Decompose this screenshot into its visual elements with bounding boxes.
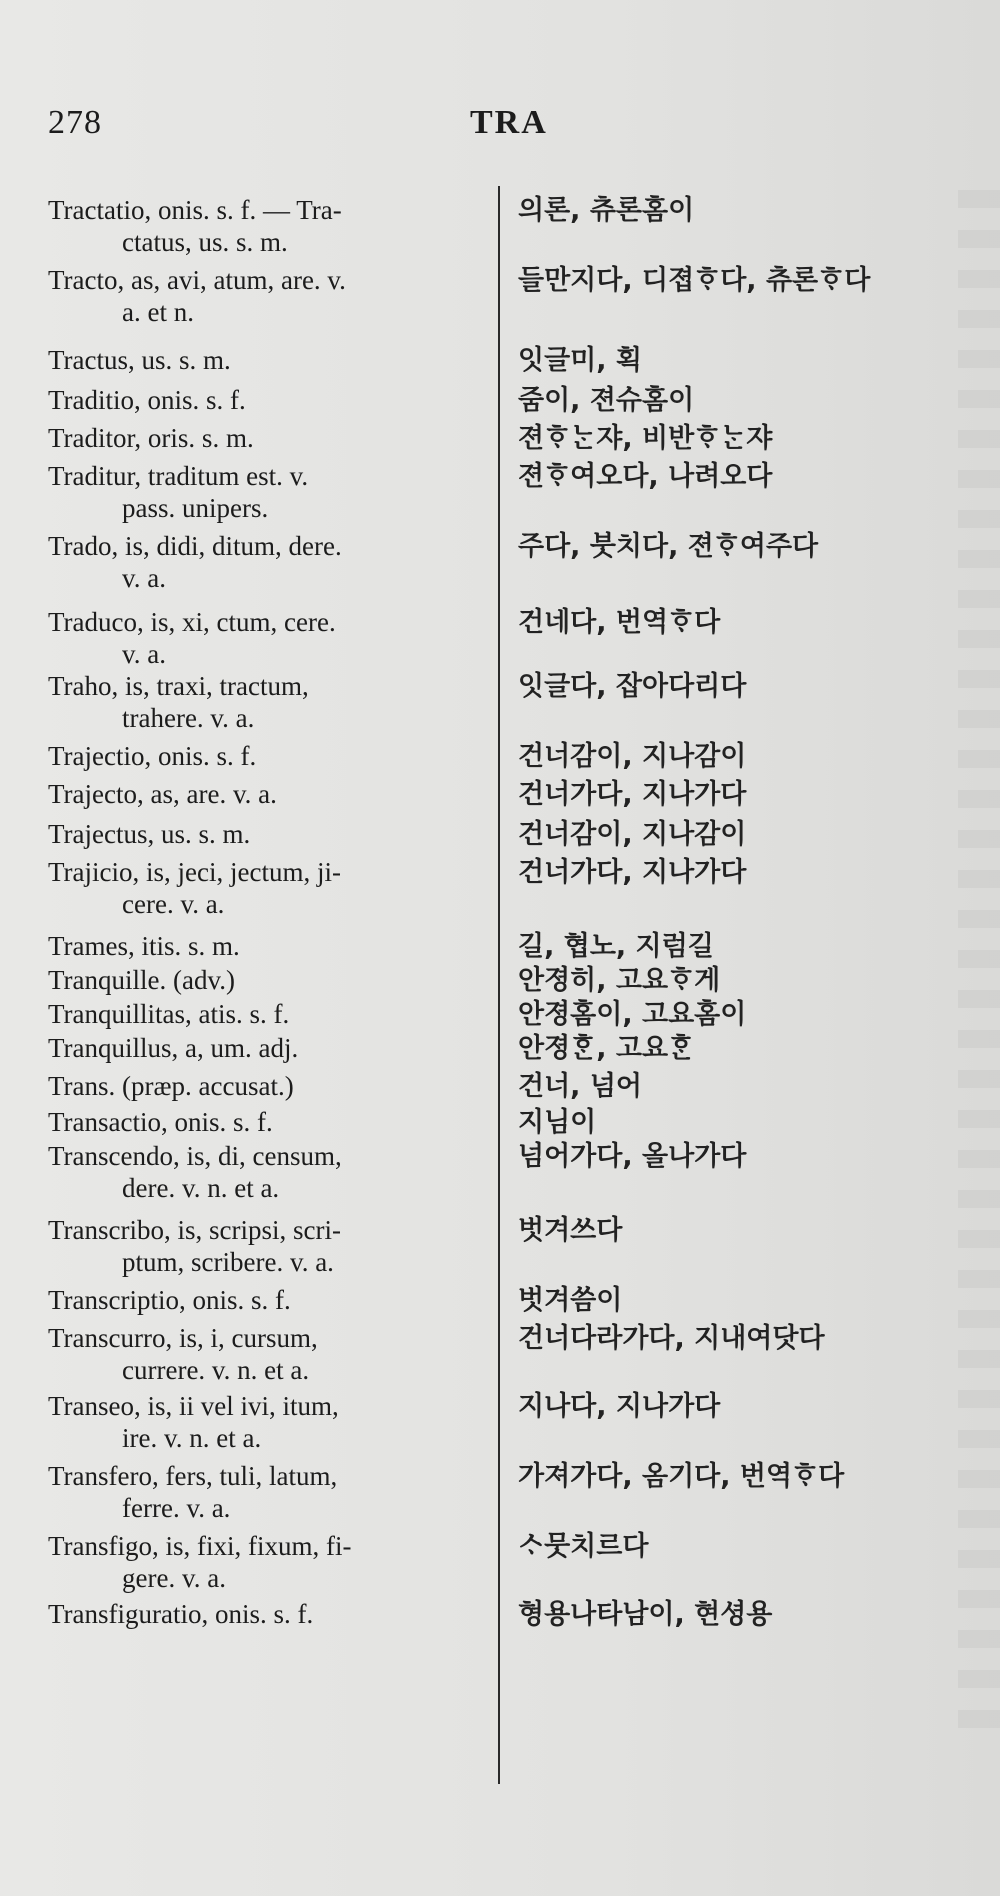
- latin-continuation: a. et n.: [122, 297, 194, 327]
- latin-headword: [48, 1140, 466, 1204]
- korean-definition: 안졍홈이, 고요홈이: [518, 999, 747, 1030]
- bleed-through-shadow: [958, 190, 1000, 1750]
- latin-headword: [48, 1284, 466, 1316]
- page-header: [0, 104, 1000, 154]
- latin-headword: [48, 1214, 466, 1278]
- latin-headword: [48, 530, 466, 594]
- korean-definition: 안졍히, 고요ᄒᆞ게: [518, 965, 721, 996]
- latin-line: Traditor, oris. s. m.: [48, 423, 254, 453]
- latin-line: Tranquillitas, atis. s. f.: [48, 999, 290, 1029]
- korean-definition: 줌이, 젼슈홈이: [518, 385, 695, 416]
- latin-headword: [48, 998, 466, 1030]
- korean-definition: 의론, 츄론홈이: [518, 195, 695, 226]
- latin-headword: [48, 1070, 466, 1102]
- latin-headword: [48, 670, 466, 734]
- korean-definition: 잇글다, 잡아다리다: [518, 671, 747, 702]
- latin-line: Transfiguratio, onis. s. f.: [48, 1599, 314, 1629]
- latin-headword: [48, 964, 466, 996]
- latin-continuation: dere. v. n. et a.: [122, 1173, 280, 1203]
- latin-line: Trajicio, is, jeci, jectum, ji-: [48, 857, 341, 887]
- korean-definition: 젼ᄒᆞᄂᆞᆫ쟈, 비반ᄒᆞᄂᆞᆫ쟈: [518, 423, 773, 454]
- latin-continuation: cere. v. a.: [122, 889, 225, 919]
- latin-continuation: gere. v. a.: [122, 1563, 226, 1593]
- korean-definition: 벗겨쓰다: [518, 1215, 623, 1246]
- latin-continuation: currere. v. n. et a.: [122, 1355, 310, 1385]
- latin-headword: [48, 384, 466, 416]
- latin-line: Tracto, as, avi, atum, are. v.: [48, 265, 346, 295]
- latin-line: Transfigo, is, fixi, fixum, fi-: [48, 1531, 352, 1561]
- korean-definition: 젼ᄒᆞ여오다, 나려오다: [518, 461, 773, 492]
- korean-definition: 지나다, 지나가다: [518, 1391, 721, 1422]
- latin-line: Tranquillus, a, um. adj.: [48, 1033, 299, 1063]
- latin-headword: [48, 818, 466, 850]
- korean-definition: 길, 협노, 지럼길: [518, 931, 714, 962]
- latin-continuation: ctatus, us. s. m.: [122, 227, 288, 257]
- korean-definition: 지님이: [518, 1107, 597, 1138]
- latin-headword: [48, 1106, 466, 1138]
- latin-continuation: v. a.: [122, 639, 166, 669]
- latin-line: Trans. (præp. accusat.): [48, 1071, 294, 1101]
- latin-headword: [48, 1390, 466, 1454]
- latin-headword: [48, 1460, 466, 1524]
- korean-definition: 주다, 붓치다, 젼ᄒᆞ여주다: [518, 531, 819, 562]
- latin-continuation: ire. v. n. et a.: [122, 1423, 262, 1453]
- latin-headword: [48, 1322, 466, 1386]
- latin-continuation: trahere. v. a.: [122, 703, 255, 733]
- korean-definition: 형용나타남이, 현셩용: [518, 1599, 773, 1630]
- latin-continuation: ptum, scribere. v. a.: [122, 1247, 334, 1277]
- korean-definition: 건네다, 번역ᄒᆞ다: [518, 607, 721, 638]
- korean-definition: 안졍ᄒᆞᆫ, 고요ᄒᆞᆫ: [518, 1033, 695, 1064]
- latin-line: Transactio, onis. s. f.: [48, 1107, 273, 1137]
- latin-line: Trajecto, as, are. v. a.: [48, 779, 277, 809]
- latin-continuation: v. a.: [122, 563, 166, 593]
- latin-line: Tranquille. (adv.): [48, 965, 235, 995]
- latin-line: Trado, is, didi, ditum, dere.: [48, 531, 342, 561]
- latin-headword: [48, 1598, 466, 1630]
- latin-line: Tractus, us. s. m.: [48, 345, 231, 375]
- latin-continuation: ferre. v. a.: [122, 1493, 231, 1523]
- latin-line: Traditur, traditum est. v.: [48, 461, 309, 491]
- latin-headword: [48, 930, 466, 962]
- korean-definition: 건너감이, 지나감이: [518, 741, 747, 772]
- latin-line: Transcribo, is, scripsi, scri-: [48, 1215, 341, 1245]
- korean-definition: 넘어가다, 올나가다: [518, 1141, 747, 1172]
- latin-line: Trames, itis. s. m.: [48, 931, 240, 961]
- latin-headword: [48, 422, 466, 454]
- latin-headword: [48, 460, 466, 524]
- latin-line: Traho, is, traxi, tractum,: [48, 671, 309, 701]
- latin-line: Traditio, onis. s. f.: [48, 385, 246, 415]
- korean-definition: 건너감이, 지나감이: [518, 819, 747, 850]
- korean-definition: 잇글미, 획: [518, 345, 642, 376]
- latin-headword: [48, 1530, 466, 1594]
- latin-line: Trajectio, onis. s. f.: [48, 741, 257, 771]
- latin-headword: [48, 606, 466, 670]
- latin-line: Transcendo, is, di, censum,: [48, 1141, 342, 1171]
- latin-headword: [48, 778, 466, 810]
- latin-line: Transeo, is, ii vel ivi, itum,: [48, 1391, 339, 1421]
- running-head: TRA: [470, 104, 548, 141]
- korean-definition: 들만지다, 디졉ᄒᆞ다, 츄론ᄒᆞ다: [518, 265, 871, 296]
- korean-definition: 건너가다, 지나가다: [518, 857, 747, 888]
- latin-headword: [48, 740, 466, 772]
- page-number: 278: [48, 104, 102, 141]
- korean-definition: 건너가다, 지나가다: [518, 779, 747, 810]
- latin-line: Transcriptio, onis. s. f.: [48, 1285, 291, 1315]
- latin-line: Tractatio, onis. s. f. — Tra-: [48, 195, 342, 225]
- column-divider: [498, 186, 500, 1784]
- korean-definition: 건너다라가다, 지내여닷다: [518, 1323, 825, 1354]
- latin-headword: [48, 344, 466, 376]
- latin-headword: [48, 194, 466, 258]
- latin-headword: [48, 264, 466, 328]
- latin-line: Transcurro, is, i, cursum,: [48, 1323, 318, 1353]
- korean-definition: 가져가다, 옴기다, 번역ᄒᆞ다: [518, 1461, 845, 1492]
- latin-line: Transfero, fers, tuli, latum,: [48, 1461, 338, 1491]
- latin-headword: [48, 1032, 466, 1064]
- latin-line: Traduco, is, xi, ctum, cere.: [48, 607, 336, 637]
- korean-definition: 건너, 넘어: [518, 1071, 642, 1102]
- korean-definition: ᄉᆞ뭇치르다: [518, 1531, 649, 1562]
- latin-headword: [48, 856, 466, 920]
- korean-definition: 벗겨씀이: [518, 1285, 623, 1316]
- latin-continuation: pass. unipers.: [122, 493, 269, 523]
- latin-line: Trajectus, us. s. m.: [48, 819, 251, 849]
